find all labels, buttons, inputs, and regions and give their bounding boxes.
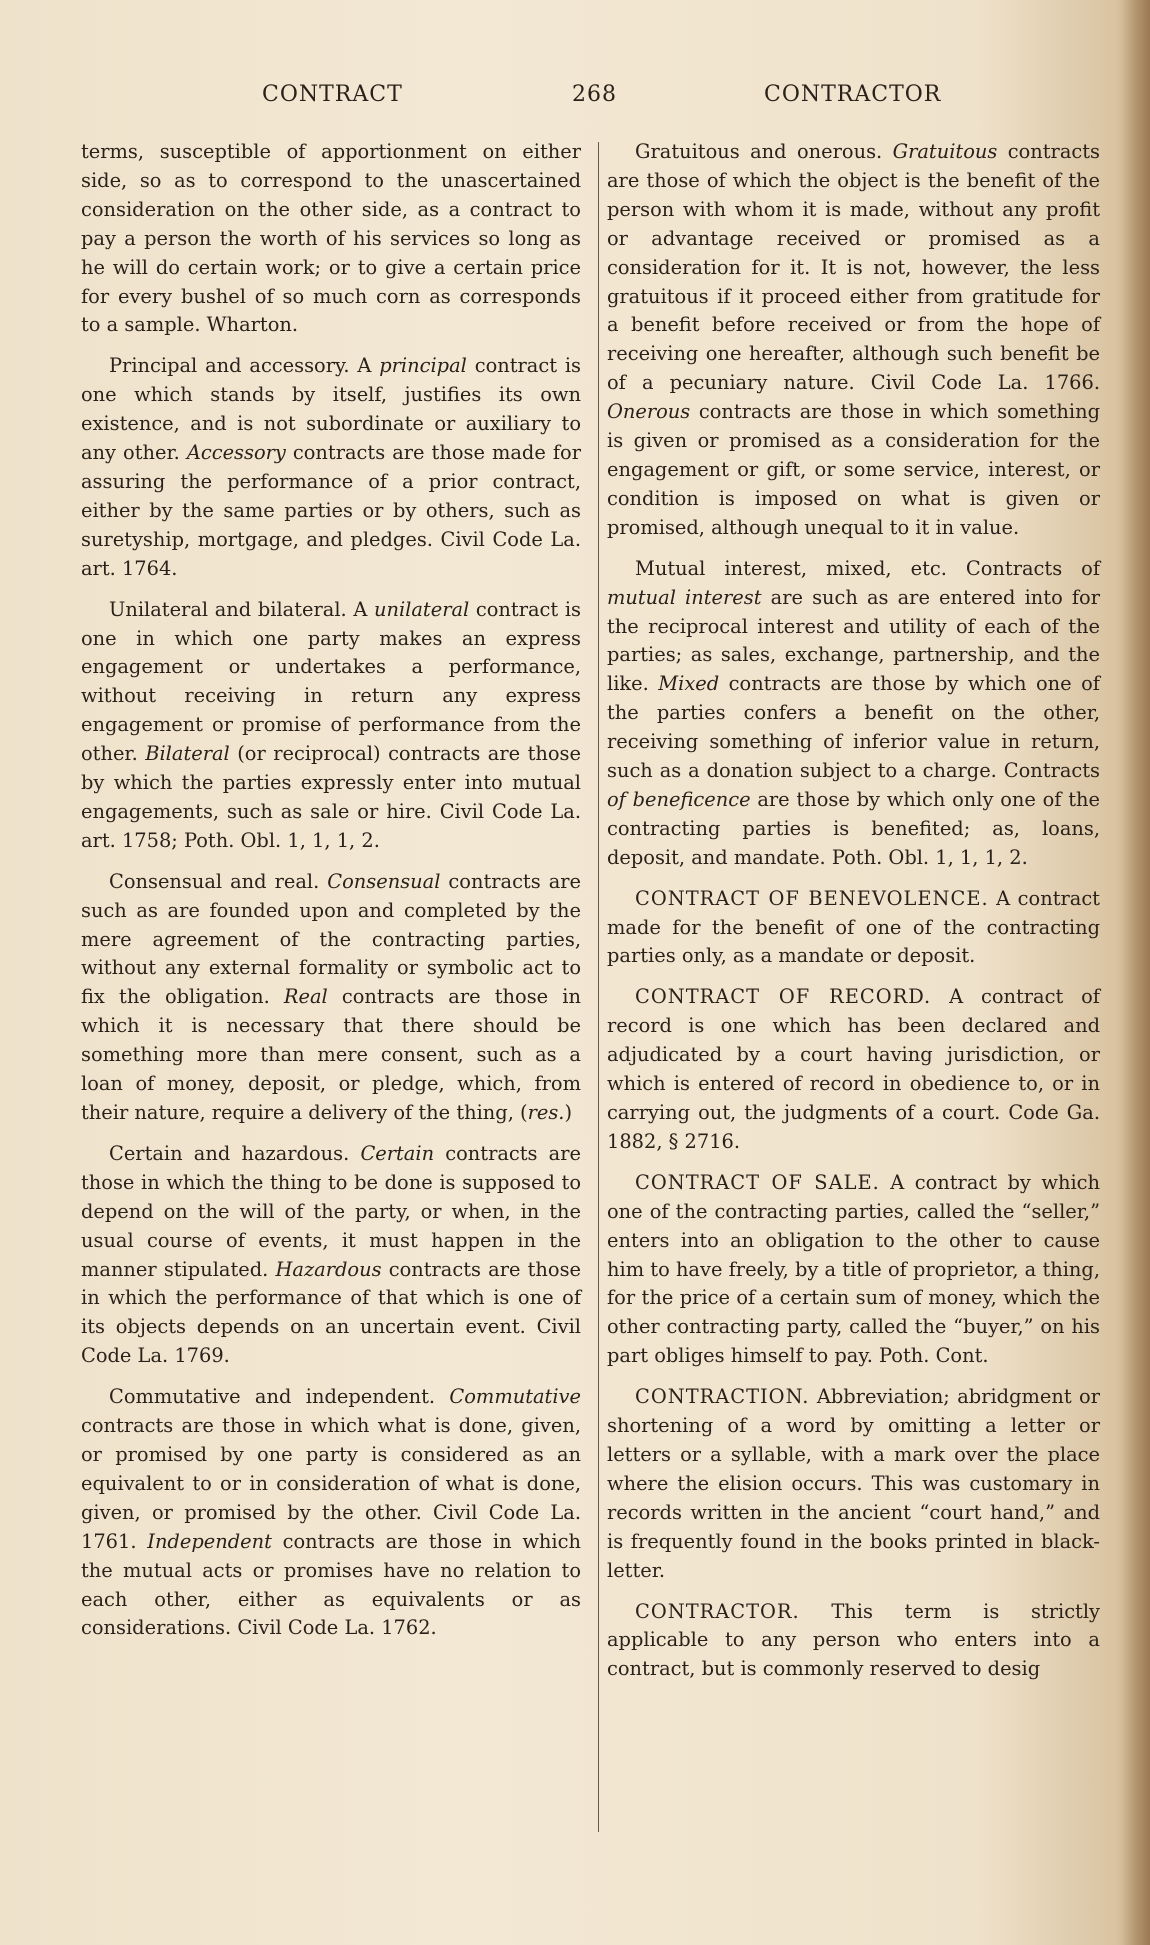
header-left-word: CONTRACT [262,82,403,107]
italic-term: unilateral [373,597,470,621]
subheading: Mutual interest, mixed, etc. [635,556,947,580]
text-run: contracts are those in which what is done, given, or promised by one party is considered as an equivalent to or in consideration of what is done, given, or promised by the other. Civil Code La. 1761. [81,1414,581,1553]
entry-headword: CONTRACTOR. [635,1599,800,1623]
text-run: contract is one which stands by itself, justifies its own existence, and is not subordinate or auxiliary to any other. [81,354,581,465]
italic-term: Real [283,985,328,1009]
entry-contract-of-benevolence [607,885,1100,972]
text-run: contracts are those in which the performance of that which is one of its objects depends on an uncertain event. Civil Code La. 1769. [81,1257,581,1368]
right-column [607,138,1100,1696]
italic-term: Certain [360,1141,435,1165]
entry-contract-of-record [607,983,1100,1156]
italic-term: Accessory [186,441,286,465]
entry-headword: CONTRACT OF BENEVOLENCE. [635,886,989,910]
header-right-word: CONTRACTOR [764,82,942,107]
text-run: contracts are such as are founded upon and completed by the mere agreement of the contracting parties, without any external formality or symbolic act to fix the obligation. [81,869,581,1009]
subheading: Gratuitous and onerous. [635,140,883,163]
text-run: contracts are those of which the object is the benefit of the person with whom it is made, without any profit or advantage received or promised as a consideration for it. It is not, however, the less gratuitous if it proceed either from gratitude for a benefit before received or from the hope of receiving one hereafter, although such benefit be of a pecuniary nature. Civil Code La. 1766. [607,140,1100,395]
italic-term: principal [379,354,467,378]
italic-term: Independent [147,1529,272,1553]
paragraph-continued-terms: terms, susceptible of apportionment on either side, so as to correspond to the unascertained consideration on the other side, as a contract to pay a person the worth of his services so long as he will do certain work; or to give a certain price for every bushel of so much corn as corresponds to a sample. Wharton. [81,140,581,337]
text-run [882,140,892,163]
text-run: contract is one in which one party makes an express engagement or undertakes a performance, without receiving in return any express engagement or promise of performance from the other. [81,597,581,766]
text-run: A contract by which one of the contracting parties, called the “seller,” enters into an obligation to the other to cause him to have freely, by a title of proprietor, a thing, for the price of a certain sum of money, which the other contracting party, called the “buyer,” on his part obliges himself to pay. Poth. Cont. [607,1170,1100,1368]
text-run: A [349,354,380,378]
text-run: (or reciprocal) contracts are those by which the parties expressly enter into mutual engagements, such as sale or hire. Civil Code La. art. 1758; Poth. Obl. 1, 1, 1, 2. [81,742,581,852]
text-run: contracts are those by which one of the parties confers a benefit on the other, receiving something of inferior value in return, such as a donation subject to a charge. Contracts [607,672,1100,783]
text-run: contracts are those in which it is necessary that there should be something more than mere consent, such as a loan of money, deposit, or pledge, which, from their nature, require a delivery of the thing, ( [81,985,581,1124]
italic-term: res. [527,1101,565,1124]
entry-contract-of-sale [607,1169,1100,1371]
text-run: A contract of record is one which has been declared and adjudicated by a court having jurisdiction, or which is entered of record in obedience to, or in carrying out, the judgments of a court. Code Ga. 1882, § 2716. [607,985,1100,1153]
entry-contractor [607,1598,1100,1685]
entry-headword: CONTRACTION. [635,1385,810,1409]
column-divider [598,142,599,1832]
italic-term: of beneficence [607,787,751,811]
paragraph-principal-accessory [81,352,581,583]
italic-term: Consensual [327,869,441,893]
text-run: are such as are entered into for the reciprocal interest and utility of each of the parties; as sales, exchange, partnership, and the like. [607,585,1100,696]
paragraph-mutual-interest-mixed [607,555,1100,873]
italic-term: mutual interest [607,585,762,609]
subheading: Principal and accessory. [109,354,350,378]
paragraph-commutative-independent [81,1383,581,1643]
italic-term: Commutative [449,1385,581,1409]
text-run: contracts are those made for assuring the performance of a prior contract, either by the same parties or by others, such as suretyship, mortgage, and pledges. Civil Code La. art. 1764. [81,441,581,580]
text-run: Contracts of [946,556,1101,580]
paragraph-unilateral-bilateral [81,596,581,856]
subheading: Commutative and independent. [109,1385,436,1409]
text-run: contracts are those in which the mutual acts or promises have no relation to each other, either as equivalents or as considerations. Civil Code La. 1762. [81,1529,581,1640]
subheading: Consensual and real. [109,869,320,893]
paragraph-consensual-real [81,868,581,1128]
text-run [435,1385,449,1408]
paragraph-gratuitous-onerous [607,138,1100,543]
text-run: Abbreviation; abridgment or shortening of a word by omitting a letter or letters or a syllable, with a mark over the place where the elision occurs. This was customary in records written in the ancient “court hand,” and is frequently found in the books printed in black-letter. [607,1385,1100,1582]
italic-term: Hazardous [275,1257,382,1281]
text-run: contracts are those in which something is given or promised as a consideration for the engagement or gift, or some service, interest, or condition is imposed on what is given or promised, although unequal to it in value. [607,400,1100,539]
left-column [81,138,581,1655]
subheading: Certain and hazardous. [109,1141,350,1165]
running-header [0,82,1150,112]
subheading: Unilateral and bilateral. [109,597,347,621]
italic-term: Bilateral [145,742,230,766]
text-run: ) [564,1101,573,1124]
paragraph-certain-hazardous [81,1140,581,1371]
text-run: are those by which only one of the contracting parties is benefited; as, loans, deposit, and mandate. Poth. Obl. 1, 1, 1, 2. [607,787,1100,869]
italic-term: Onerous [607,400,691,424]
page-gutter-shadow [1122,0,1150,1945]
italic-term: Mixed [658,672,720,696]
entry-headword: CONTRACT OF SALE. [635,1170,880,1194]
text-run [349,1142,360,1165]
entry-contraction [607,1383,1100,1585]
text-run: A [346,597,374,621]
entry-headword: CONTRACT OF RECORD. [635,985,932,1009]
text-run: This term is strictly applicable to any person who enters into a contract, but is commonly reserved to desig [607,1599,1100,1681]
text-run: A contract made for the benefit of one of the contracting parties only, as a mandate or deposit. [607,886,1100,968]
italic-term: Gratuitous [892,140,998,163]
page-number: 268 [572,82,617,107]
text-run: contracts are those in which the thing to be done is supposed to depend on the will of the party, or when, in the usual course of events, it must happen in the manner stipulated. [81,1141,581,1281]
